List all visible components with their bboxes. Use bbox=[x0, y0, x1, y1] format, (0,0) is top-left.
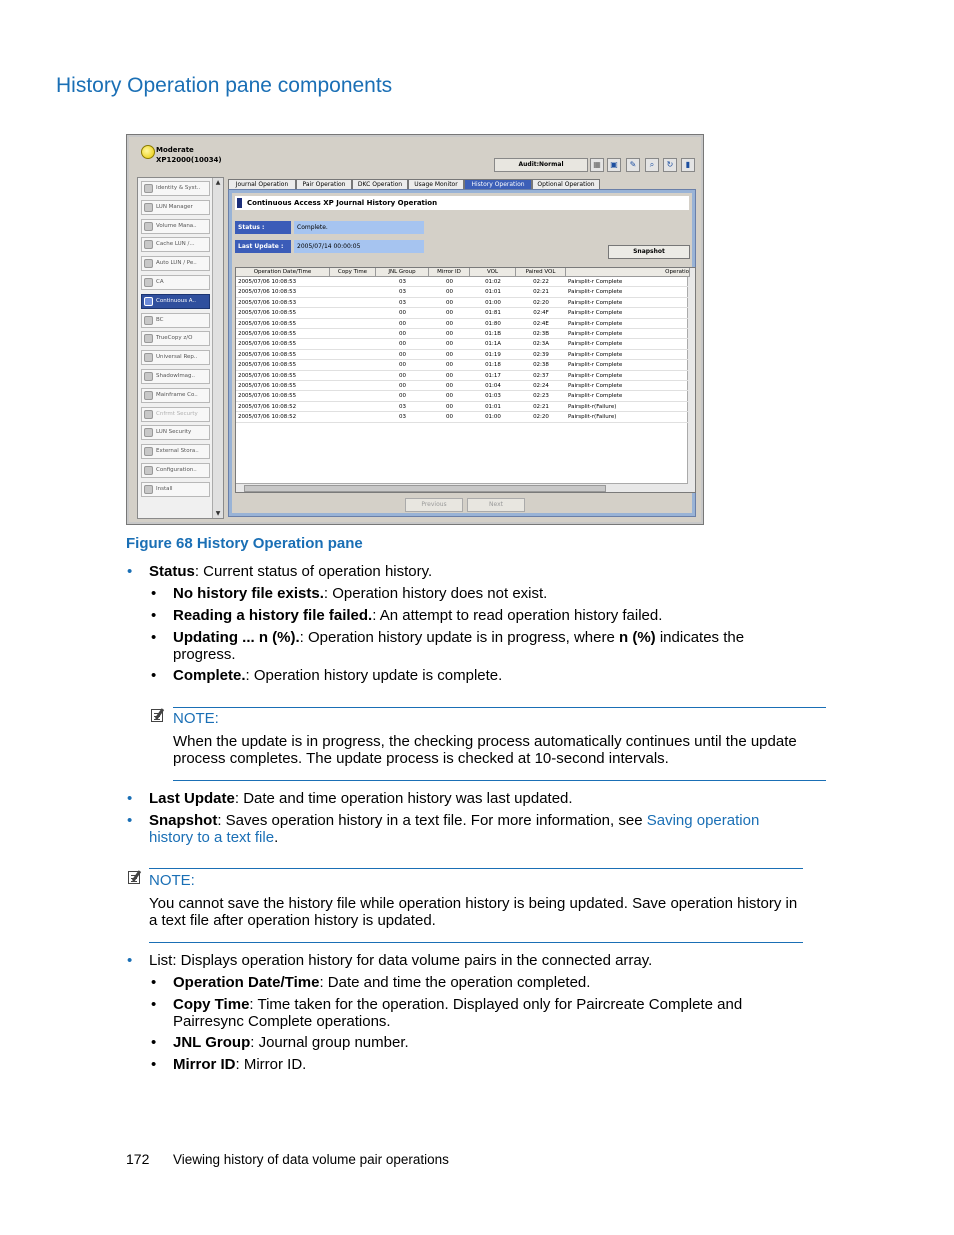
table-row[interactable] bbox=[236, 381, 688, 391]
table-cell: 01:01 bbox=[485, 289, 501, 296]
program-icon bbox=[144, 466, 153, 475]
table-cell: 2005/07/06 10:08:52 bbox=[238, 414, 297, 421]
nav-item-label: Install bbox=[156, 485, 173, 492]
table-cell: Pairsplit-r Complete bbox=[568, 310, 623, 317]
nav-item[interactable] bbox=[141, 200, 210, 215]
term: Operation Date/Time bbox=[173, 974, 320, 991]
nav-item[interactable] bbox=[141, 275, 210, 290]
nav-item[interactable] bbox=[141, 350, 210, 365]
table-cell: 01:81 bbox=[485, 310, 501, 317]
exit-icon[interactable]: ▮ bbox=[681, 158, 695, 172]
table-cell: Pairsplit-r Complete bbox=[568, 299, 623, 306]
status-value: Complete. bbox=[294, 221, 424, 234]
nav-scrollbar[interactable] bbox=[212, 178, 223, 518]
table-cell: 02:4E bbox=[533, 320, 549, 327]
table-cell: Pairsplit-r(Failure) bbox=[568, 414, 617, 421]
program-icon bbox=[144, 372, 153, 381]
note-label: NOTE: bbox=[173, 710, 219, 727]
table-cell: 02:20 bbox=[533, 299, 549, 306]
table-cell: 00 bbox=[446, 414, 453, 421]
desc: : Current status of operation history. bbox=[194, 563, 433, 580]
nav-item[interactable] bbox=[141, 256, 210, 271]
previous-button[interactable]: Previous bbox=[405, 498, 463, 512]
program-icon bbox=[144, 240, 153, 249]
term: Mirror ID bbox=[173, 1056, 236, 1073]
desc: indicates the progress. bbox=[173, 629, 745, 663]
table-cell: 03 bbox=[399, 403, 406, 410]
table-cell: 01:00 bbox=[485, 414, 501, 421]
table-row[interactable] bbox=[236, 308, 688, 318]
history-panel bbox=[228, 189, 696, 517]
table-cell: 2005/07/06 10:08:53 bbox=[238, 289, 297, 296]
table-cell: 03 bbox=[399, 279, 406, 285]
nav-item[interactable] bbox=[141, 237, 210, 252]
table-cell: 00 bbox=[446, 351, 453, 358]
status-moderate-icon bbox=[141, 145, 155, 159]
bullet-icon: • bbox=[151, 974, 157, 991]
table-cell: Pairsplit-r Complete bbox=[568, 372, 623, 379]
desc: : Operation history does not exist. bbox=[323, 585, 548, 602]
table-cell: 2005/07/06 10:08:53 bbox=[238, 299, 297, 306]
tab[interactable]: Optional Operation bbox=[532, 179, 600, 190]
table-cell: Pairsplit-r Complete bbox=[568, 289, 623, 296]
desc: : Mirror ID. bbox=[235, 1056, 307, 1073]
desc: : Saves operation history in a text file. For more information, see bbox=[217, 812, 647, 829]
table-cell: Pairsplit-r Complete bbox=[568, 351, 623, 358]
table-cell: 03 bbox=[399, 289, 406, 296]
table-cell: 2005/07/06 10:08:55 bbox=[238, 341, 297, 348]
bullet-icon: • bbox=[127, 952, 133, 969]
status-item bbox=[151, 607, 793, 624]
table-cell: 02:3A bbox=[532, 341, 550, 348]
tab[interactable]: DKC Operation bbox=[352, 179, 408, 190]
tab[interactable]: Journal Operation bbox=[228, 179, 296, 190]
pane-title-text: Continuous Access XP Journal History Operation bbox=[247, 199, 438, 207]
desc: : Operation history update is complete. bbox=[245, 667, 503, 684]
last-update-key: Last Update : bbox=[235, 240, 291, 253]
nav-item-label: BC bbox=[156, 316, 164, 323]
table-cell: 2005/07/06 10:08:55 bbox=[238, 393, 297, 400]
table-cell: Pairsplit-r Complete bbox=[568, 341, 623, 348]
table-cell: 02:39 bbox=[533, 351, 549, 358]
table-cell: 01:1B bbox=[484, 331, 502, 337]
term: JNL Group bbox=[173, 1034, 251, 1051]
table-cell: 00 bbox=[446, 320, 453, 327]
table-cell: 02:21 bbox=[533, 403, 549, 410]
table-row[interactable] bbox=[236, 329, 688, 339]
note-text: When the update is in progress, the checking process automatically continues until the update process completes. The update process is checked at 10-second intervals. bbox=[173, 733, 797, 767]
term: Status bbox=[149, 563, 195, 580]
bullet-icon: • bbox=[127, 812, 133, 829]
table-cell: 00 bbox=[399, 320, 406, 327]
table-row[interactable] bbox=[236, 402, 688, 412]
table-cell: 03 bbox=[399, 299, 406, 306]
bullet-icon: • bbox=[127, 563, 133, 580]
next-button[interactable]: Next bbox=[467, 498, 525, 512]
table-cell: 2005/07/06 10:08:55 bbox=[238, 310, 297, 317]
bullet-icon: • bbox=[151, 607, 157, 624]
term: n (%) bbox=[619, 629, 656, 646]
column-header[interactable]: JNL Group bbox=[376, 268, 429, 277]
table-cell: 00 bbox=[446, 393, 453, 400]
list-item bbox=[151, 996, 768, 1030]
table-cell: 00 bbox=[399, 383, 406, 389]
column-header[interactable]: Operatio bbox=[566, 268, 690, 277]
table-cell: Pairsplit-r Complete bbox=[568, 279, 623, 285]
term: Snapshot bbox=[149, 812, 218, 829]
table-cell: 00 bbox=[399, 362, 406, 369]
bullet-icon: • bbox=[151, 629, 157, 646]
nav-item-label: TrueCopy z/O bbox=[156, 335, 193, 342]
pane-title bbox=[235, 196, 689, 210]
table-cell: 00 bbox=[446, 362, 453, 369]
table-row[interactable] bbox=[236, 287, 688, 297]
nav-item[interactable] bbox=[141, 331, 210, 346]
bullet-icon: • bbox=[151, 996, 157, 1013]
table-cell: 00 bbox=[446, 341, 453, 348]
table-cell: 02:24 bbox=[533, 383, 549, 389]
table-cell: 00 bbox=[399, 393, 406, 400]
search-icon[interactable]: ⌕ bbox=[645, 158, 659, 172]
list-item bbox=[151, 1056, 793, 1073]
nav-item-label: Volume Mana.. bbox=[156, 222, 197, 229]
program-icon bbox=[144, 259, 153, 268]
table-cell: 2005/07/06 10:08:55 bbox=[238, 331, 297, 337]
program-icon bbox=[144, 222, 153, 231]
program-icon bbox=[144, 410, 153, 419]
desc: List: Displays operation history for data volume pairs in the connected array. bbox=[149, 952, 653, 969]
edit-icon[interactable]: ✎ bbox=[626, 158, 640, 172]
table-row[interactable] bbox=[236, 371, 688, 381]
list-item bbox=[151, 1034, 793, 1051]
bullet-icon: • bbox=[151, 1056, 157, 1073]
desc: : Date and time operation history was last updated. bbox=[234, 790, 573, 807]
table-row[interactable] bbox=[236, 277, 688, 287]
table-cell: 00 bbox=[446, 289, 453, 296]
last-update-value: 2005/07/14 00:00:05 bbox=[294, 240, 424, 253]
note-rule-top bbox=[173, 707, 826, 708]
figure-caption: Figure 68 History Operation pane bbox=[126, 535, 363, 552]
tab[interactable]: History Operation bbox=[464, 179, 532, 190]
nav-item-label: ShadowImag.. bbox=[156, 373, 196, 379]
column-header[interactable]: Operation Date/Time bbox=[236, 268, 330, 277]
desc: : Operation history update is in progress, where bbox=[299, 629, 619, 646]
nav-item-label: External Stora.. bbox=[156, 448, 199, 455]
table-cell: 02:38 bbox=[533, 362, 549, 369]
table-cell: 00 bbox=[399, 351, 406, 358]
nav-item[interactable] bbox=[141, 388, 210, 403]
nav-item[interactable] bbox=[141, 482, 210, 497]
nav-item-label: CA bbox=[156, 279, 164, 285]
program-icon bbox=[144, 353, 153, 362]
table-cell: 02:3B bbox=[532, 331, 550, 337]
table-cell: 00 bbox=[446, 310, 453, 317]
table-cell: 01:03 bbox=[485, 393, 501, 400]
nav-item-label: Cache LUN /... bbox=[156, 241, 195, 248]
scroll-thumb[interactable] bbox=[244, 485, 606, 492]
nav-item-label: Mainframe Co.. bbox=[156, 391, 198, 398]
table-cell: 02:21 bbox=[533, 289, 549, 296]
storage-status bbox=[156, 145, 222, 165]
table-row[interactable] bbox=[236, 298, 688, 308]
refresh-icon[interactable]: ↻ bbox=[663, 158, 677, 172]
nav-item[interactable] bbox=[141, 219, 210, 234]
program-icon bbox=[144, 428, 153, 437]
term: Reading a history file failed. bbox=[173, 607, 373, 624]
desc: : Journal group number. bbox=[250, 1034, 409, 1051]
table-cell: 01:00 bbox=[485, 299, 501, 306]
table-cell: 01:17 bbox=[485, 372, 501, 379]
table-cell: 2005/07/06 10:08:55 bbox=[238, 320, 297, 327]
note-rule-bottom bbox=[173, 780, 826, 781]
term: Copy Time bbox=[173, 996, 250, 1013]
table-cell: Pairsplit-r Complete bbox=[568, 331, 623, 337]
table-horizontal-scrollbar[interactable] bbox=[236, 483, 688, 492]
bullet-icon: • bbox=[127, 790, 133, 807]
table-cell: 2005/07/06 10:08:55 bbox=[238, 351, 297, 358]
table-row[interactable] bbox=[236, 339, 688, 349]
nav-item-label: Cnfrmt Securty bbox=[156, 410, 198, 417]
history-table bbox=[235, 267, 696, 493]
nav-item[interactable] bbox=[141, 369, 210, 384]
program-icon bbox=[144, 316, 153, 325]
table-cell: 03 bbox=[399, 414, 406, 421]
nav-item[interactable] bbox=[141, 181, 210, 196]
table-cell: 02:20 bbox=[533, 414, 549, 421]
table-cell: 01:19 bbox=[485, 351, 501, 358]
table-cell: 02:4F bbox=[533, 310, 549, 317]
nav-item-label: LUN Security bbox=[156, 429, 192, 436]
table-cell: 00 bbox=[399, 372, 406, 379]
tab[interactable]: Usage Monitor bbox=[408, 179, 464, 190]
status-item bbox=[151, 585, 793, 602]
table-cell: 01:18 bbox=[485, 362, 501, 369]
table-cell: 00 bbox=[399, 331, 406, 337]
program-icon bbox=[144, 184, 153, 193]
saving-history-link[interactable]: Saving operation history to a text file bbox=[149, 812, 760, 846]
table-cell: 00 bbox=[446, 383, 453, 389]
scroll-up-icon[interactable]: ▲ bbox=[215, 179, 221, 186]
table-cell: 01:02 bbox=[485, 279, 501, 285]
nav-item-label: Universal Rep.. bbox=[156, 354, 198, 361]
table-cell: 2005/07/06 10:08:55 bbox=[238, 372, 297, 379]
list-item bbox=[151, 974, 793, 991]
status-bullet bbox=[127, 563, 799, 580]
program-nav bbox=[137, 177, 224, 519]
nav-item[interactable] bbox=[141, 313, 210, 328]
program-icon bbox=[144, 297, 153, 306]
table-cell: Pairsplit-r Complete bbox=[568, 362, 623, 369]
note-icon bbox=[151, 709, 163, 722]
status-item bbox=[151, 629, 768, 663]
table-cell: 00 bbox=[446, 372, 453, 379]
page-number: 172 bbox=[126, 1151, 150, 1167]
desc: : Time taken for the operation. Displayed only for Paircreate Complete and Pairresync Complete operations. bbox=[173, 996, 743, 1030]
nav-item-label: LUN Manager bbox=[156, 203, 193, 210]
column-header[interactable]: VOL bbox=[470, 268, 516, 277]
table-cell: 2005/07/06 10:08:55 bbox=[238, 383, 297, 389]
table-cell: 2005/07/06 10:08:52 bbox=[238, 403, 297, 410]
snapshot-bullet bbox=[127, 812, 789, 846]
table-cell: 2005/07/06 10:08:55 bbox=[238, 362, 297, 369]
table-cell: Pairsplit-r(Failure) bbox=[568, 403, 617, 410]
table-cell: 02:22 bbox=[533, 279, 549, 285]
status-item bbox=[151, 667, 793, 684]
note-rule-top bbox=[149, 868, 803, 869]
desc: : An attempt to read operation history failed. bbox=[372, 607, 663, 624]
note-text: You cannot save the history file while operation history is being updated. Save operation history in a text file after operation history is updated. bbox=[149, 895, 798, 929]
bullet-icon: • bbox=[151, 667, 157, 684]
table-cell: Pairsplit-r Complete bbox=[568, 320, 623, 327]
save-icon[interactable]: ▣ bbox=[607, 158, 621, 172]
nav-item[interactable] bbox=[141, 444, 210, 459]
term: No history file exists. bbox=[173, 585, 324, 602]
nav-item[interactable] bbox=[141, 407, 210, 422]
nav-item-label: Continuous A.. bbox=[156, 297, 196, 304]
table-row[interactable] bbox=[236, 319, 688, 329]
table-cell: 00 bbox=[399, 310, 406, 317]
scroll-down-icon[interactable]: ▼ bbox=[215, 510, 221, 517]
bullet-icon: • bbox=[151, 1034, 157, 1051]
history-pane bbox=[232, 193, 692, 513]
table-cell: 01:80 bbox=[485, 320, 501, 327]
desc: : Date and time the operation completed. bbox=[319, 974, 591, 991]
column-header[interactable]: Mirror ID bbox=[429, 268, 470, 277]
nav-item[interactable] bbox=[141, 294, 210, 309]
nav-item[interactable] bbox=[141, 425, 210, 440]
table-row[interactable] bbox=[236, 360, 688, 370]
column-header[interactable]: Copy Time bbox=[330, 268, 376, 277]
history-operation-screenshot bbox=[126, 134, 704, 525]
table-cell: 2005/07/06 10:08:53 bbox=[238, 279, 297, 285]
array-name: XP12000(10034) bbox=[156, 156, 222, 164]
program-icon bbox=[144, 203, 153, 212]
title-marker-icon bbox=[237, 198, 242, 208]
program-icon bbox=[144, 278, 153, 287]
nav-item[interactable] bbox=[141, 463, 210, 478]
table-cell: 00 bbox=[446, 299, 453, 306]
nav-item-label: Identity & Syst.. bbox=[156, 185, 201, 191]
grid-icon[interactable]: ▦ bbox=[590, 158, 604, 172]
program-icon bbox=[144, 391, 153, 400]
table-cell: 02:23 bbox=[533, 393, 549, 400]
table-row[interactable] bbox=[236, 350, 688, 360]
note-icon bbox=[128, 871, 140, 884]
table-cell: Pairsplit-r Complete bbox=[568, 393, 623, 400]
section-heading: History Operation pane components bbox=[56, 74, 393, 97]
column-header[interactable]: Paired VOL bbox=[516, 268, 566, 277]
nav-item-label: Configuration.. bbox=[156, 467, 197, 473]
audit-status-button[interactable]: Audit:Normal bbox=[494, 158, 588, 172]
program-icon bbox=[144, 334, 153, 343]
term: Last Update bbox=[149, 790, 235, 807]
table-cell: 01:04 bbox=[485, 383, 501, 389]
table-row[interactable] bbox=[236, 391, 688, 401]
status-level: Moderate bbox=[156, 146, 194, 154]
table-cell: 00 bbox=[446, 279, 453, 285]
term: Updating ... n (%). bbox=[173, 629, 300, 646]
table-cell: 00 bbox=[399, 341, 406, 348]
table-row[interactable] bbox=[236, 412, 688, 422]
term: Complete. bbox=[173, 667, 246, 684]
last-update-bullet bbox=[127, 790, 799, 807]
table-cell: 00 bbox=[446, 403, 453, 410]
tab[interactable]: Pair Operation bbox=[296, 179, 352, 190]
status-key: Status : bbox=[235, 221, 291, 234]
footer-title: Viewing history of data volume pair operations bbox=[173, 1152, 449, 1167]
snapshot-button[interactable]: Snapshot bbox=[608, 245, 690, 259]
table-cell: 01:1A bbox=[484, 341, 502, 348]
note-label: NOTE: bbox=[149, 872, 195, 889]
note-rule-bottom bbox=[149, 942, 803, 943]
bullet-icon: • bbox=[151, 585, 157, 602]
program-icon bbox=[144, 447, 153, 456]
desc: . bbox=[274, 829, 279, 846]
table-cell: 00 bbox=[446, 331, 453, 337]
program-icon bbox=[144, 485, 153, 494]
table-cell: Pairsplit-r Complete bbox=[568, 383, 623, 389]
list-bullet bbox=[127, 952, 799, 969]
table-cell: 02:37 bbox=[533, 372, 549, 379]
table-cell: 01:01 bbox=[485, 403, 501, 410]
nav-item-label: Auto LUN / Pe.. bbox=[156, 260, 197, 267]
